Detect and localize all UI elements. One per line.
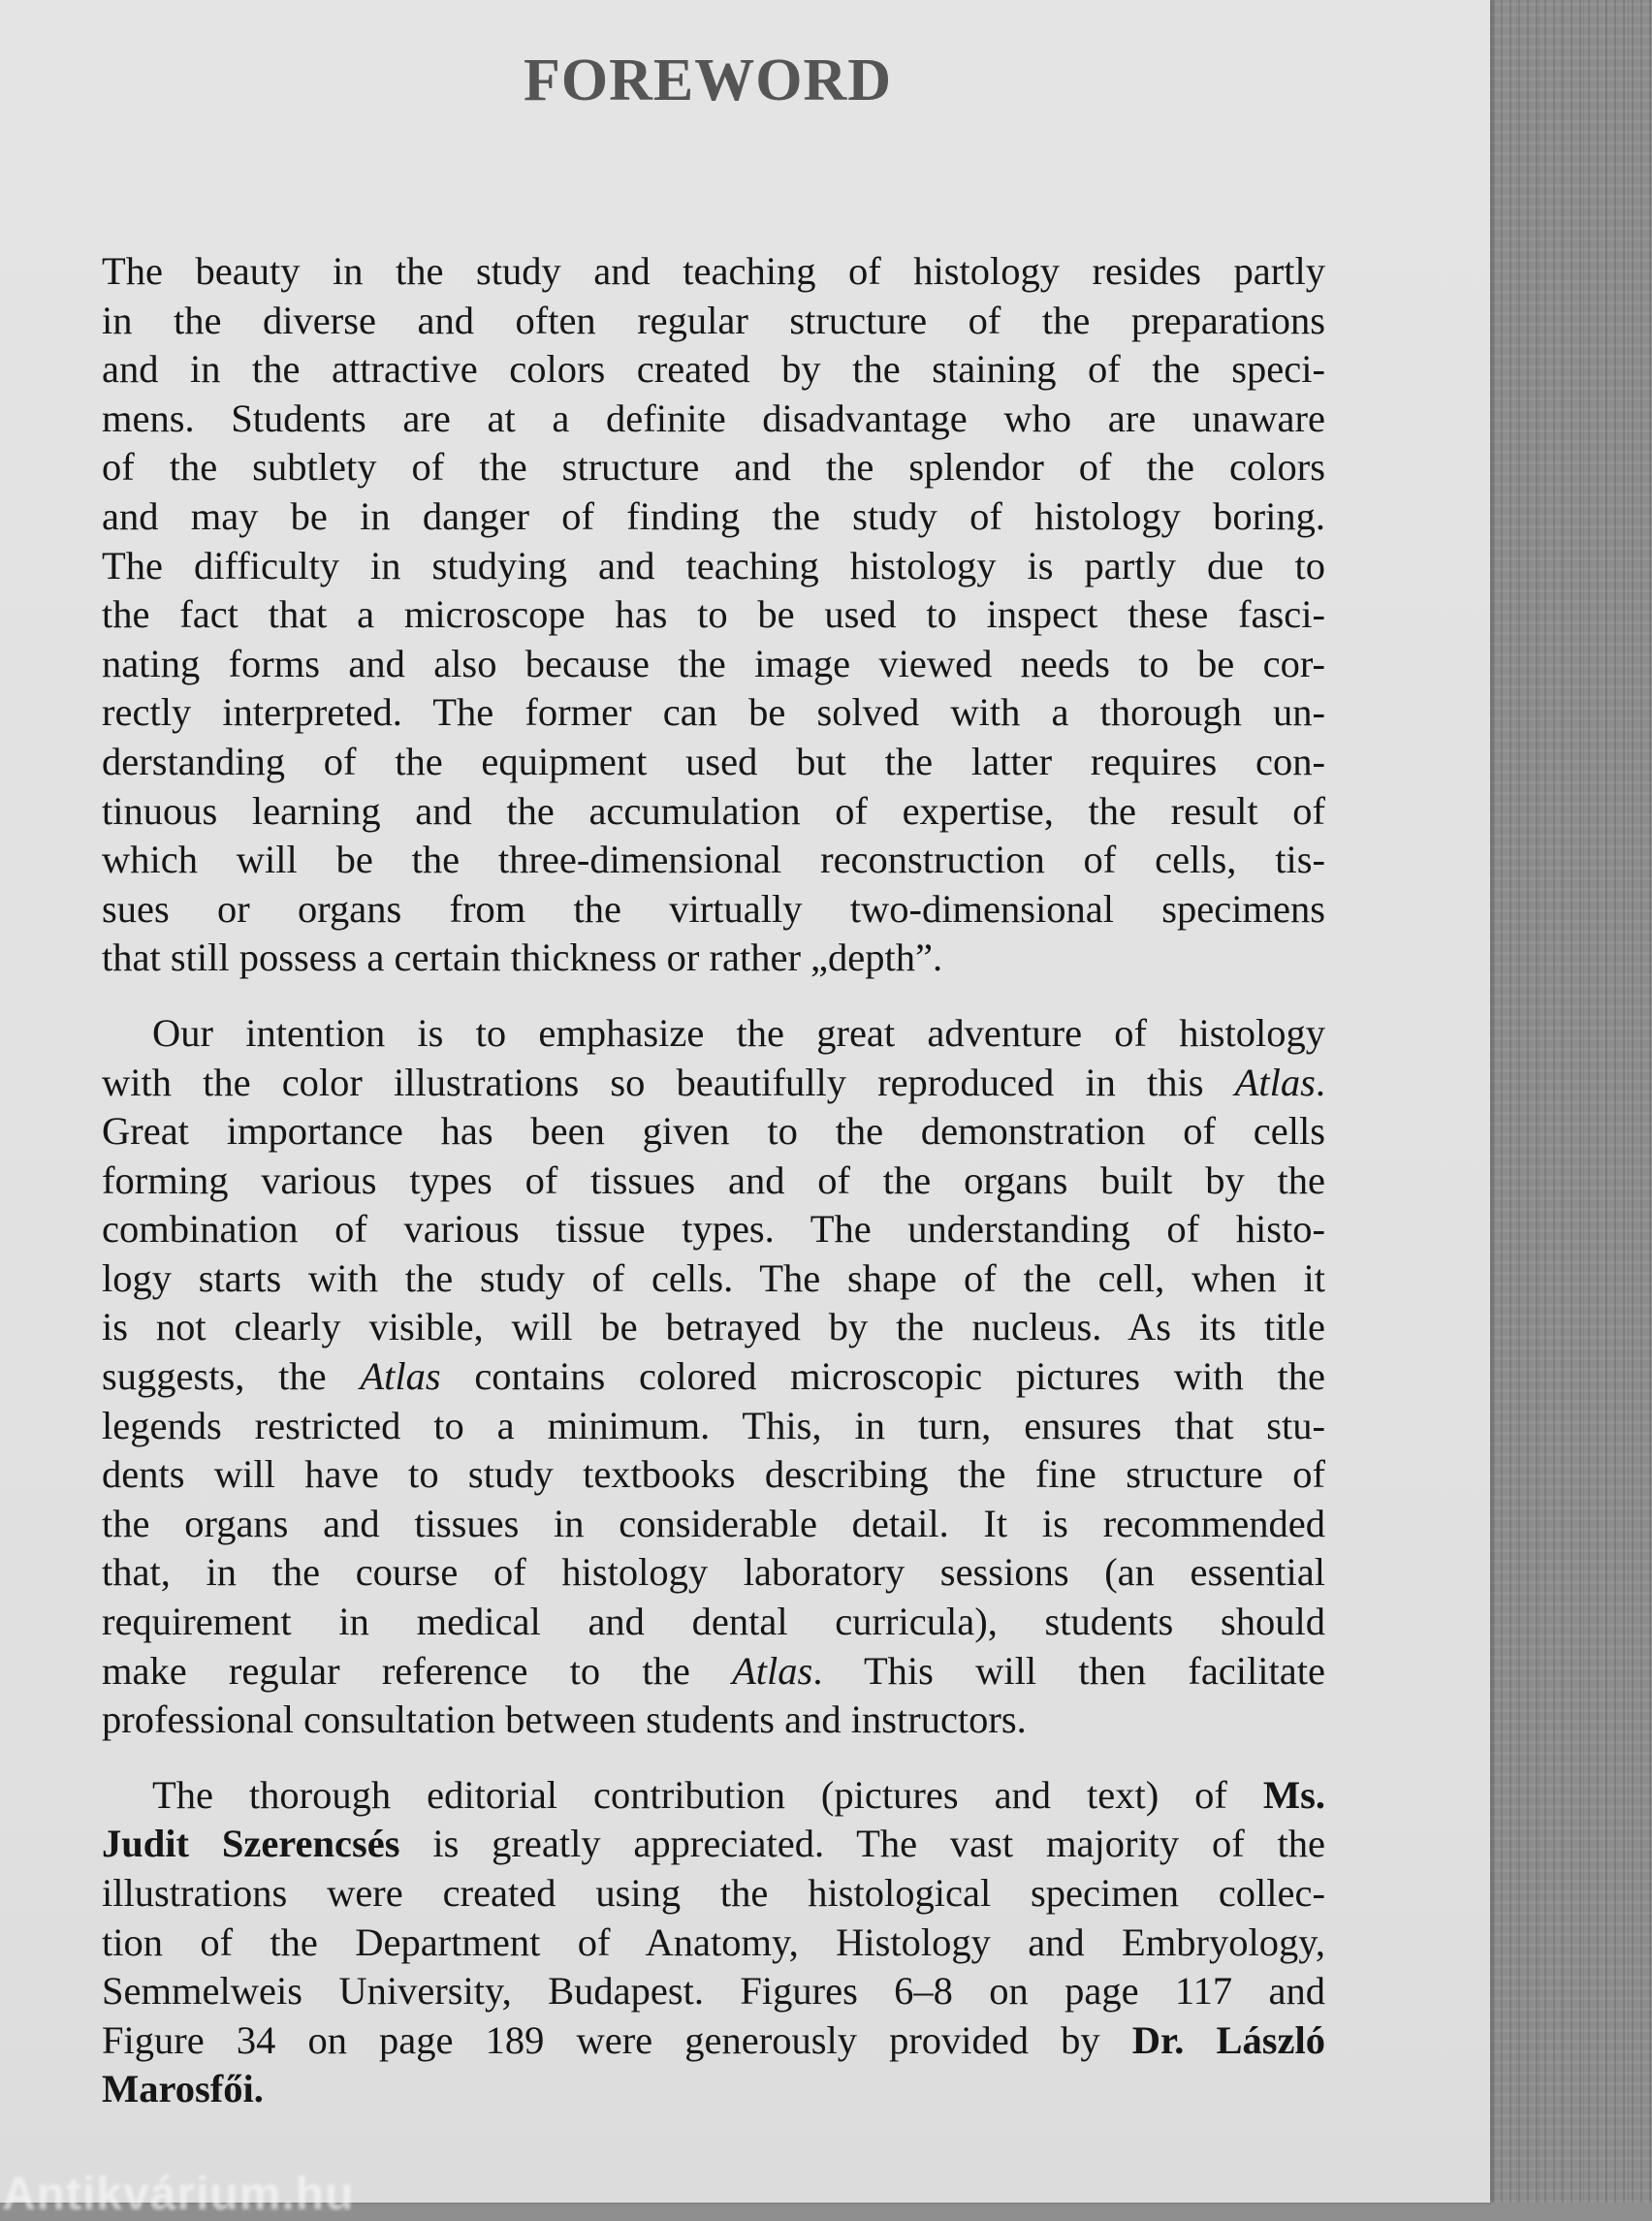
- foreword-body: [102, 247, 1325, 2141]
- text-line: [102, 492, 1325, 542]
- text-line: [102, 1820, 1325, 1869]
- text-run: is not clearly visible, will be betrayed by the nucleus. As its title: [102, 1305, 1325, 1349]
- watermark: Antikvárium.hu: [2, 2169, 355, 2220]
- text-line: [102, 1696, 1325, 1745]
- text-line: [102, 1771, 1325, 1821]
- bold-text: Marosfői.: [102, 2067, 264, 2111]
- paragraph-2: [102, 1009, 1325, 1745]
- text-run: with the color illustrations so beautifully reproduced in this: [102, 1060, 1235, 1104]
- bold-text: Dr. László: [1131, 2017, 1325, 2062]
- bold-text: Judit Szerencsés: [102, 1822, 400, 1866]
- text-run: The difficulty in studying and teaching histology is partly due to: [102, 543, 1325, 587]
- text-line: [102, 885, 1325, 935]
- text-run: tion of the Department of Anatomy, Histology and Embryology,: [102, 1920, 1325, 1964]
- text-line: [102, 1967, 1325, 2016]
- text-line: [102, 836, 1325, 885]
- text-run: Figure 34 on page 189 were generously provided by: [102, 2017, 1132, 2062]
- text-line: [102, 738, 1325, 787]
- text-run: of the subtlety of the structure and the splendor of the colors: [102, 445, 1325, 490]
- italic-text: Atlas: [1234, 1060, 1316, 1104]
- paragraph-3: [102, 1771, 1325, 2114]
- text-line: [102, 443, 1325, 492]
- text-line: [102, 247, 1325, 297]
- text-run: Semmelweis University, Budapest. Figures 6–8 on page 117 and: [102, 1969, 1325, 2014]
- page-title: FOREWORD: [524, 48, 892, 113]
- text-run: and in the attractive colors created by the staining of the speci-: [102, 347, 1325, 392]
- text-line: [102, 934, 1325, 983]
- text-run: requirement in medical and dental curricula), students should: [102, 1600, 1325, 1644]
- text-line: [102, 1157, 1325, 1206]
- text-line: [102, 1500, 1325, 1549]
- text-run: The beauty in the study and teaching of histology resides partly: [102, 249, 1325, 293]
- bold-text: Ms.: [1262, 1772, 1325, 1817]
- text-run: and may be in danger of finding the study of histology boring.: [102, 493, 1325, 538]
- text-line: [102, 297, 1325, 346]
- text-run: that, in the course of histology laboratory sessions (an essential: [102, 1550, 1325, 1595]
- text-line: [102, 395, 1325, 444]
- text-line: [102, 1107, 1325, 1157]
- text-line: [102, 1598, 1325, 1647]
- text-run: is greatly appreciated. The vast majority of the: [399, 1822, 1325, 1866]
- text-line: [102, 1205, 1325, 1254]
- text-run: suggests, the: [102, 1354, 361, 1399]
- text-line: [102, 1254, 1325, 1304]
- text-run: forming various types of tissues and of the organs built by the: [102, 1158, 1325, 1202]
- text-line: [102, 2016, 1325, 2066]
- italic-text: Atlas: [732, 1648, 813, 1693]
- text-line: [102, 1352, 1325, 1402]
- text-line: [102, 345, 1325, 395]
- italic-text: Atlas: [360, 1354, 441, 1399]
- paragraph-1: [102, 247, 1325, 983]
- text-line: [102, 2065, 1325, 2114]
- text-run: tinuous learning and the accumulation of expertise, the result of: [102, 788, 1325, 833]
- text-run: in the diverse and often regular structure of the preparations: [102, 298, 1325, 342]
- text-run: which will be the three-dimensional reconstruction of cells, tis-: [102, 838, 1325, 882]
- text-run: mens. Students are at a definite disadvantage who are unaware: [102, 396, 1325, 440]
- text-line: [102, 1402, 1325, 1451]
- text-run: Our intention is to emphasize the great adventure of histology: [152, 1010, 1325, 1055]
- text-line: [102, 1450, 1325, 1500]
- text-line: [102, 590, 1325, 640]
- text-run: legends restricted to a minimum. This, in turn, ensures that stu-: [102, 1403, 1325, 1447]
- text-run: contains colored microscopic pictures with the: [440, 1354, 1325, 1399]
- text-line: [102, 1009, 1325, 1059]
- text-run: the fact that a microscope has to be used to inspect these fasci-: [102, 592, 1325, 637]
- text-run: rectly interpreted. The former can be solved with a thorough un-: [102, 690, 1325, 735]
- text-line: [102, 787, 1325, 837]
- text-run: nating forms and also because the image viewed needs to be cor-: [102, 641, 1325, 685]
- text-run: dents will have to study textbooks describing the fine structure of: [102, 1452, 1325, 1497]
- text-run: derstanding of the equipment used but the latter requires con-: [102, 739, 1325, 783]
- text-run: professional consultation between students and instructors.: [102, 1697, 1027, 1742]
- text-run: make regular reference to the: [102, 1648, 733, 1693]
- text-line: [102, 1303, 1325, 1352]
- text-line: [102, 1869, 1325, 1919]
- text-run: Great importance has been given to the demonstration of cells: [102, 1109, 1325, 1154]
- text-line: [102, 688, 1325, 738]
- text-run: The thorough editorial contribution (pictures and text) of: [152, 1772, 1263, 1817]
- text-run: . This will then facilitate: [812, 1648, 1325, 1693]
- text-line: [102, 1548, 1325, 1598]
- text-run: .: [1315, 1060, 1325, 1104]
- text-line: [102, 1647, 1325, 1697]
- text-run: that still possess a certain thickness or rather „depth”.: [102, 936, 943, 980]
- text-line: [102, 542, 1325, 591]
- text-line: [102, 1919, 1325, 1968]
- text-run: illustrations were created using the histological specimen collec-: [102, 1871, 1325, 1915]
- text-run: logy starts with the study of cells. The shape of the cell, when it: [102, 1255, 1325, 1300]
- text-run: combination of various tissue types. The understanding of histo-: [102, 1207, 1325, 1252]
- text-line: [102, 640, 1325, 689]
- text-run: sues or organs from the virtually two-dimensional specimens: [102, 886, 1325, 931]
- text-run: the organs and tissues in considerable detail. It is recommended: [102, 1501, 1325, 1545]
- text-line: [102, 1059, 1325, 1108]
